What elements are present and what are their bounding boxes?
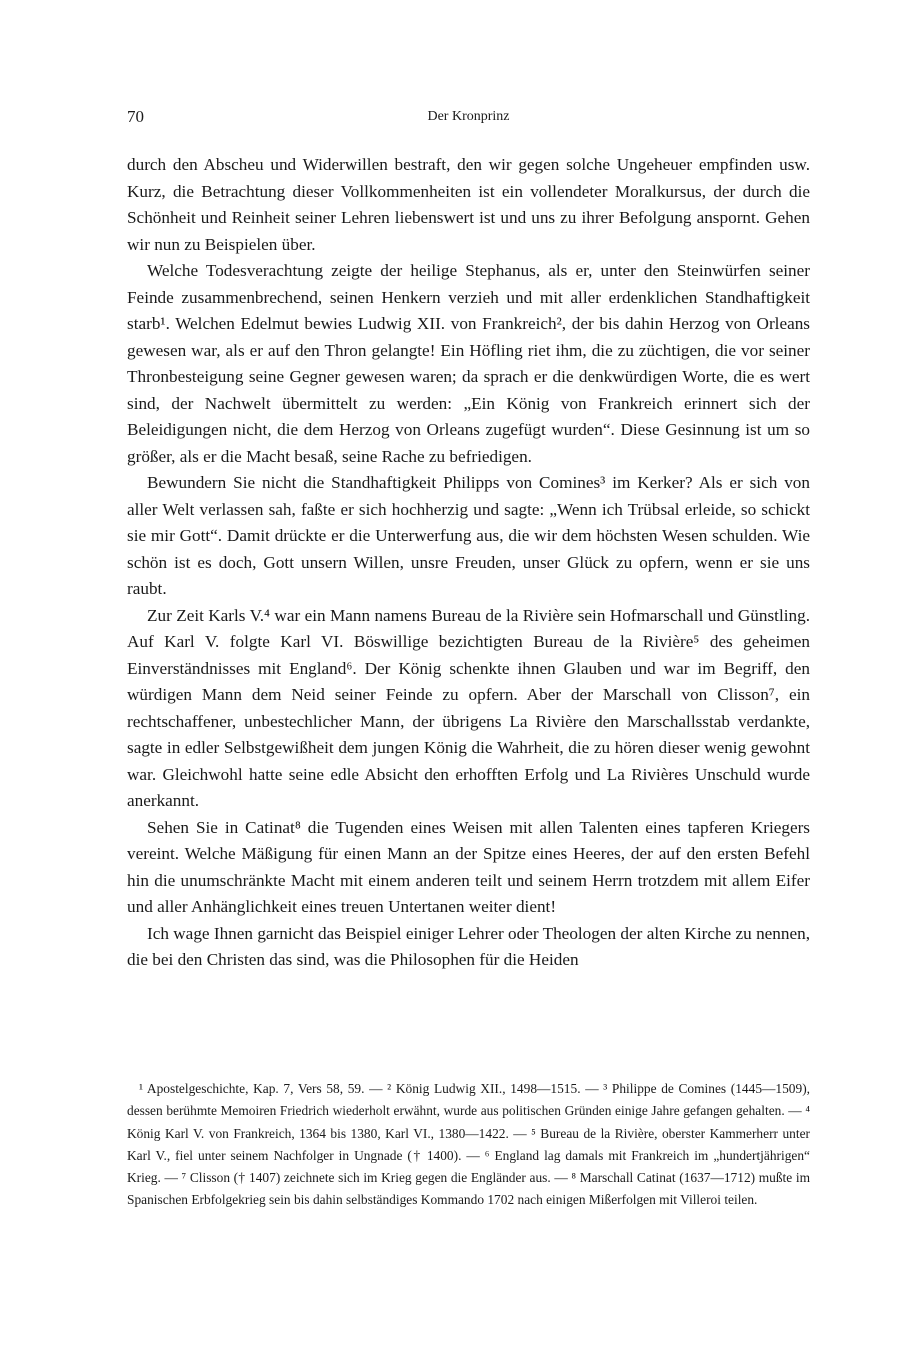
paragraph: Ich wage Ihnen garnicht das Beispiel einiger Lehrer oder Theologen der alten Kirche zu nennen, die bei den Christen das sind, was die Philosophen für die Heiden bbox=[127, 923, 810, 969]
paragraph: Zur Zeit Karls V.⁴ war ein Mann namens Bureau de la Rivière sein Hofmarschall und Günstling. Auf Karl V. folgte Karl VI. Böswillige bezichtigten Bureau de la Rivière⁵ des geheimen Einverständnisses mit England⁶. Der König schenkte ihnen Glauben und war im Begriff, den würdigen Mann dem Neid seiner Feinde zu opfern. Aber der Marschall von Clisson⁷, ein rechtschaffener, unbestechlicher Mann, der übrigens La Rivière den Marschallsstab verdankte, sagte in edler Selbstgewißheit dem jungen König die Wahrheit, die zu hören dieser wenig gewohnt war. Gleichwohl hatte seine edle Absicht den erhofften Erfolg und La Rivières Unschuld wurde anerkannt. bbox=[127, 605, 810, 810]
page-number: 70 bbox=[127, 107, 144, 126]
page-header bbox=[127, 107, 810, 131]
paragraph: Sehen Sie in Catinat⁸ die Tugenden eines Weisen mit allen Talenten eines tapferen Kriegers vereint. Welche Mäßigung für einen Mann an der Spitze eines Heeres, der auf den ersten Befehl hin die unumschränkte Macht mit einem anderen teilt und seinem Herrn trotzdem mit allem Eifer und aller Anhänglichkeit eines treuen Untertanen weiter dient! bbox=[127, 817, 810, 916]
running-head: Der Kronprinz bbox=[427, 109, 510, 124]
paragraph: Welche Todesverachtung zeigte der heilige Stephanus, als er, unter den Steinwürfen seiner Feinde zusammenbrechend, seinen Henkern verzieh und mit aller erdenklichen Standhaftigkeit starb¹. Welchen Edelmut bewies Ludwig XII. von Frankreich², der bis dahin Herzog von Orleans gewesen war, als er auf den Thron gelangte! Ein Höfling riet ihm, die zu züchtigen, die vor seiner Thronbesteigung seine Gegner gewesen waren; da sprach er die denkwürdigen Worte, die es wert sind, der Nachwelt übermittelt zu werden: „Ein König von Frankreich erinnert sich der Beleidigungen nicht, die dem Herzog von Orleans zugefügt wurden“. Diese Gesinnung ist um so größer, als er die Macht besaß, seine Rache zu befriedigen. bbox=[127, 261, 810, 466]
paragraph: Bewundern Sie nicht die Standhaftigkeit Philipps von Comines³ im Kerker? Als er sich von aller Welt verlassen sah, faßte er sich hochherzig und sagte: „Wenn ich Trübsal erleide, so schickt sie mir Gott“. Damit drückte er die Unterwerfung aus, die wir dem höchsten Wesen schulden. Wie schön ist es doch, Gott unsern Willen, unsre Freuden, unser Glück zu opfern, wenn er sie uns raubt. bbox=[127, 473, 810, 598]
footnote-text: ¹ Apostelgeschichte, Kap. 7, Vers 58, 59. — ² König Ludwig XII., 1498—1515. — ³ Philippe de Comines (1445—1509), dessen berühmte Memoiren Friedrich wiederholt erwähnt, wurde aus politischen Gründen einige Jahre gefangen gehalten. — ⁴ König Karl V. von Frankreich, 1364 bis 1380, Karl VI., 1380—1422. — ⁵ Bureau de la Rivière, oberster Kammerherr unter Karl V., fiel unter seinem Nachfolger in Ungnade († 1400). — ⁶ England lag damals mit Frankreich im „hundertjährigen“ Krieg. — ⁷ Clisson († 1407) zeichnete sich im Krieg gegen die Engländer aus. — ⁸ Marschall Catinat (1637—1712) mußte im Spanischen Erbfolgekrieg sein bis dahin selbständiges Kommando 1702 nach einigen Mißerfolgen mit Villeroi teilen. bbox=[127, 1081, 810, 1208]
footnotes bbox=[127, 1078, 810, 1212]
paragraph: durch den Abscheu und Widerwillen bestraft, den wir gegen solche Ungeheuer empfinden usw. Kurz, die Betrachtung dieser Vollkommenheiten ist ein vollendeter Moralkursus, der durch die Schönheit und Reinheit seiner Lehren liebenswert ist und uns zu ihrer Befolgung anspornt. Gehen wir nun zu Beispielen über. bbox=[127, 155, 810, 254]
main-text bbox=[127, 152, 810, 974]
